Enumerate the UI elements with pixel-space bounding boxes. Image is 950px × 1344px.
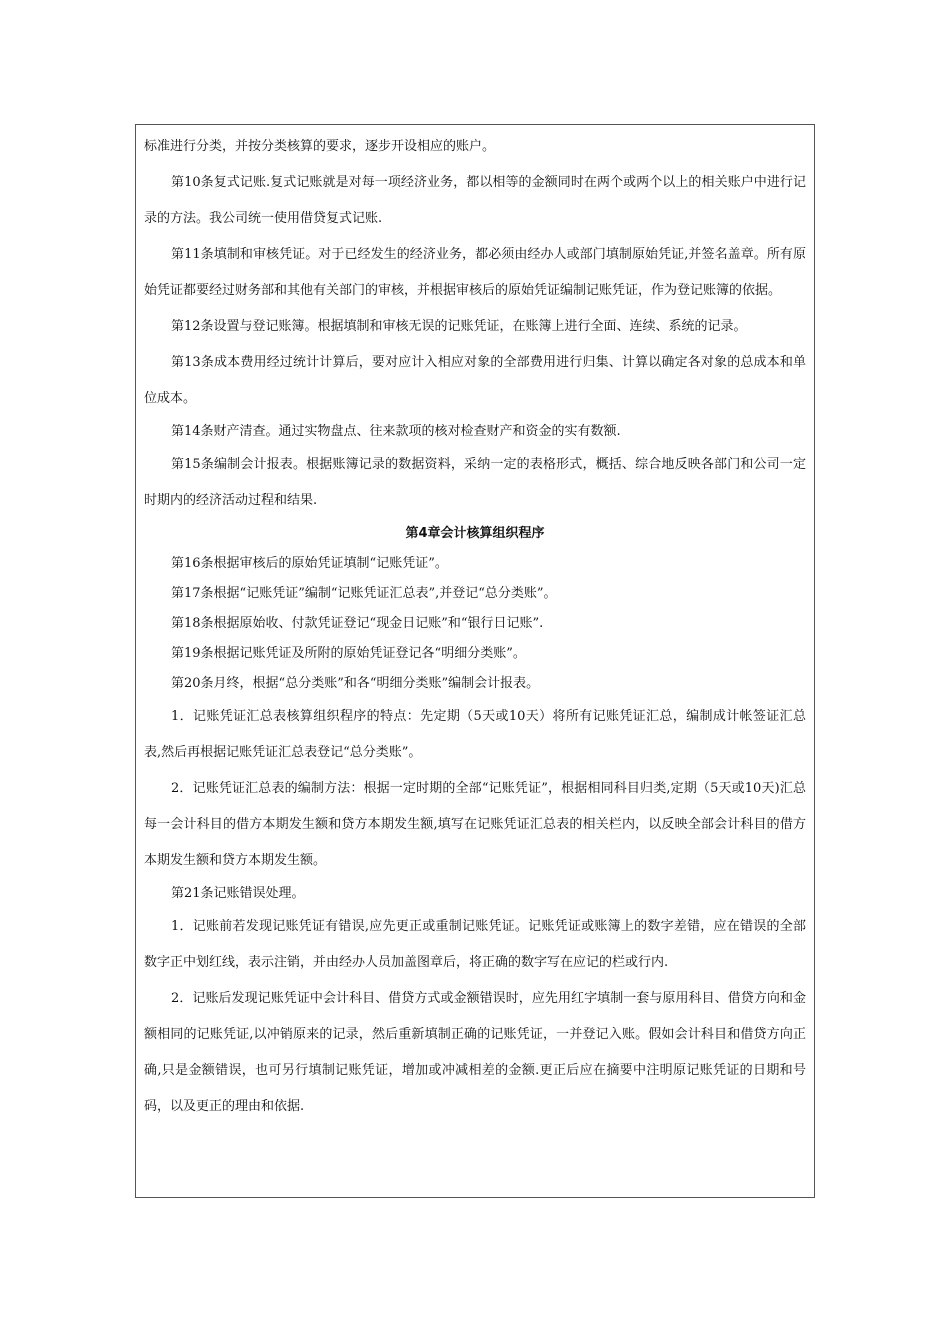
article-20-item-1: 1．记账凭证汇总表核算组织程序的特点：先定期（5天或10天）将所有记账凭证汇总，编制成计帐签证汇总表,然后再根据记账凭证汇总表登记“总分类账”。 — [144, 709, 806, 760]
article-16: 第16条根据审核后的原始凭证填制“记账凭证”。 — [171, 556, 448, 571]
article-11: 第11条填制和审核凭证。对于已经发生的经济业务，都必须由经办人或部门填制原始凭证,并签名盖章。所有原始凭证都要经过财务部和其他有关部门的审核，并根据审核后的原始凭证编制记账凭证，作为登记账簿的依据。 — [144, 247, 806, 298]
article-13: 第13条成本费用经过统计计算后，要对应计入相应对象的全部费用进行归集、计算以确定各对象的总成本和单位成本。 — [144, 355, 806, 406]
paragraph-continuation: 标准进行分类，并按分类核算的要求，逐步开设相应的账户。 — [144, 139, 496, 154]
document-body — [144, 129, 806, 1125]
chapter-4-heading: 第4章会计核算组织程序 — [405, 526, 545, 541]
article-21-item-2: 2．记账后发现记账凭证中会计科目、借贷方式或金额错误时，应先用红字填制一套与原用科目、借贷方向和金额相同的记账凭证,以冲销原来的记录，然后重新填制正确的记账凭证，一并登记入账。假如会计科目和借贷方向正确,只是金额错误，也可另行填制记账凭证，增加或冲减相差的金额.更正后应在摘要中注明原记账凭证的日期和号码，以及更正的理由和依据. — [144, 991, 806, 1114]
article-21: 第21条记账错误处理。 — [171, 886, 305, 901]
article-21-item-1: 1．记账前若发现记账凭证有错误,应先更正或重制记账凭证。记账凭证或账簿上的数字差错，应在错误的全部数字正中划红线，表示注销，并由经办人员加盖图章后，将正确的数字写在应记的栏或行内. — [144, 919, 806, 970]
article-14: 第14条财产清查。通过实物盘点、往来款项的核对检查财产和资金的实有数额. — [171, 424, 621, 439]
article-12: 第12条设置与登记账簿。根据填制和审核无误的记账凭证，在账簿上进行全面、连续、系统的记录。 — [171, 319, 747, 334]
document-frame — [135, 124, 815, 1198]
article-20: 第20条月终，根据“总分类账”和各“明细分类账”编制会计报表。 — [171, 676, 540, 691]
article-15: 第15条编制会计报表。根据账簿记录的数据资料，采纳一定的表格形式，概括、综合地反映各部门和公司一定时期内的经济活动过程和结果. — [144, 457, 806, 508]
article-18: 第18条根据原始收、付款凭证登记“现金日记账”和“银行日记账”. — [171, 616, 544, 631]
article-10: 第10条复式记账.复式记账就是对每一项经济业务，都以相等的金额同时在两个或两个以上的相关账户中进行记录的方法。我公司统一使用借贷复式记账. — [144, 175, 806, 226]
article-17: 第17条根据“记账凭证”编制“记账凭证汇总表”,并登记“总分类账”。 — [171, 586, 557, 601]
article-20-item-2: 2．记账凭证汇总表的编制方法：根据一定时期的全部“记账凭证”，根据相同科目归类,定期（5天或10天)汇总每一会计科目的借方本期发生额和贷方本期发生额,填写在记账凭证汇总表的相关栏内，以反映全部会计科目的借方本期发生额和贷方本期发生额。 — [144, 781, 806, 868]
article-19: 第19条根据记账凭证及所附的原始凭证登记各“明细分类账”。 — [171, 646, 526, 661]
